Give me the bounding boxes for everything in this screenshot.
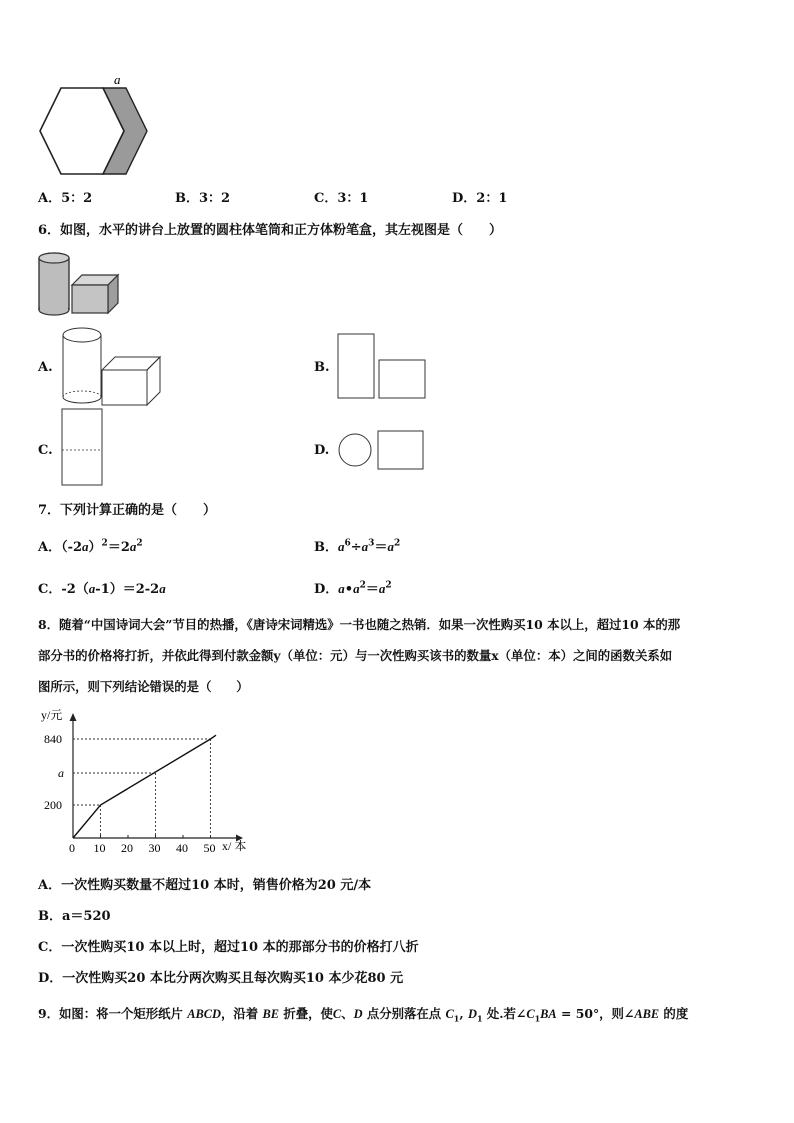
q8-stem-line-1: 8．随着“中国诗词大会”节目的热播，《唐诗宋词精选》一书也随之热销．如果一次性购买10 本以上，超过10 本的那 [38,617,681,632]
chart-ylabel: y/元 [41,708,63,722]
series-line [73,735,216,838]
y-axis-arrow [70,713,77,721]
y-tick-label: 840 [44,732,62,746]
q8-option-a[interactable]: A．一次性购买数量不超过10 本时，销售价格为20 元/本 [38,878,372,893]
x-tick-label: 50 [203,841,216,855]
q8-option-d[interactable]: D．一次性购买20 本比分两次购买且每次购买10 本少花80 元 [38,971,404,986]
q5-option-a[interactable]: A．5：2 [38,191,93,206]
q5-option-b[interactable]: B．3：2 [175,191,231,206]
x-tick-label: 40 [176,841,188,855]
hexagon-figure [36,70,156,180]
q8-option-b[interactable]: B．a＝520 [38,909,111,924]
q6-option-d-figure[interactable] [336,429,426,471]
chart-xlabel: x/ 本 [222,839,247,853]
x-tick-label: 10 [93,841,106,855]
q6-option-a-label[interactable]: A. [38,360,53,375]
q7-stem: 7．下列计算正确的是（ ） [38,503,217,518]
hexagon-label-a: a [114,72,121,87]
q7-option-d[interactable]: D．$a•a^2=a^2$ [314,580,392,597]
q7-option-c[interactable]: C．-2（a-1）＝2-2a [38,581,166,597]
q7-option-a[interactable]: A．$(-2a)^2=2a^2$ [38,538,143,555]
q6-option-a-figure[interactable] [60,325,164,411]
q6-option-c-figure[interactable] [60,407,104,487]
q8-chart [40,702,260,860]
x-tick-label: 30 [148,841,161,855]
q6-stem: 6．如图，水平的讲台上放置的圆柱体笔筒和正方体粉笔盒，其左视图是（ ） [38,223,503,238]
q8-option-c[interactable]: C．一次性购买10 本以上时，超过10 本的那部分书的价格打八折 [38,940,419,955]
q6-option-b-label[interactable]: B. [314,360,330,375]
x-tick-label: 20 [121,841,133,855]
q6-option-b-figure[interactable] [336,332,428,400]
q6-scene-figure [36,250,122,318]
q6-option-d-label[interactable]: D. [314,443,330,458]
q8-stem-line-3: 图所示，则下列结论错误的是（ ） [38,679,249,694]
q7-option-b[interactable]: B．$a^6\div a^3=a^2$ [314,538,401,555]
q9-stem: 9．如图：将一个矩形纸片 ABCD，沿着 BE 折叠，使C、D 点分别落在点 $C_1$, $D_1$ 处.若$\angle C_1BA = 50^\circ$，则∠ABE 的度 [38,1006,689,1024]
q6-option-c-label[interactable]: C. [38,443,53,458]
q5-option-d[interactable]: D．2：1 [452,191,508,206]
y-tick-label: a [58,766,64,780]
q8-stem-line-2: 部分书的价格将打折，并依此得到付款金额y（单位：元）与一次性购买该书的数量x（单位：本）之间的函数关系如 [38,648,673,663]
q5-option-c[interactable]: C．3：1 [314,191,369,206]
y-tick-label: 200 [44,798,62,812]
x-tick-label: 0 [69,841,75,855]
